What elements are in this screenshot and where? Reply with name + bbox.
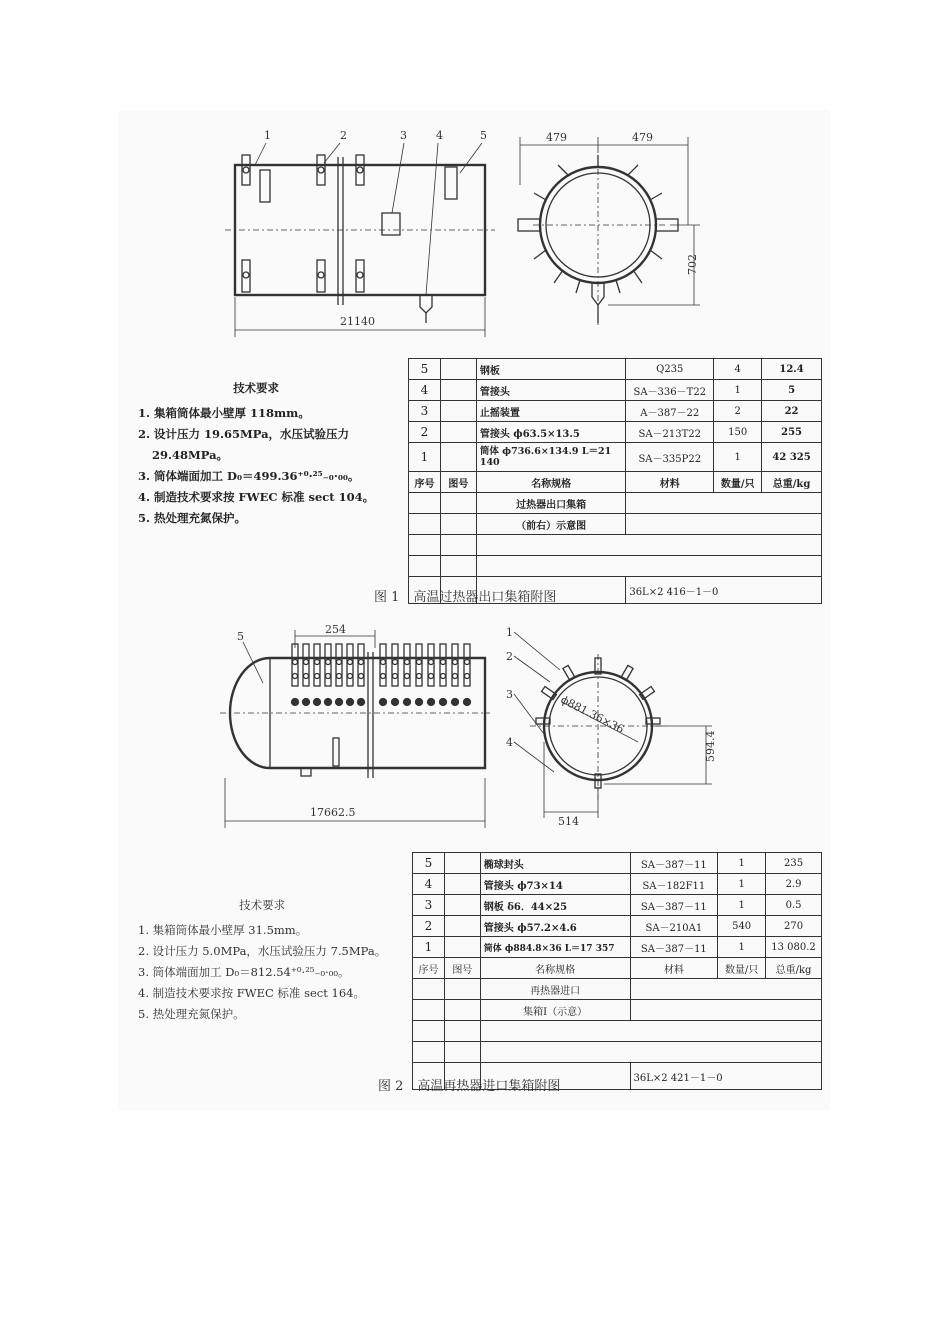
bom-cell: 1 bbox=[714, 443, 762, 472]
nozzle-hole bbox=[347, 699, 354, 706]
bom-cell: SA－335P22 bbox=[626, 443, 714, 472]
table-header-row bbox=[413, 958, 822, 979]
bom-cell: SA－182F11 bbox=[630, 874, 718, 895]
fig2-label-4: 4 bbox=[506, 736, 513, 749]
bom-title-line2: 集箱Ⅰ（示意） bbox=[480, 1000, 630, 1021]
bom-title-line1: 过热器出口集箱 bbox=[476, 493, 626, 514]
bom-drawing-number: 36L×2 416－1－0 bbox=[626, 577, 822, 604]
bom-cell: 42 325 bbox=[762, 443, 822, 472]
nozzle-bore bbox=[453, 660, 458, 665]
bom-header-cell: 材料 bbox=[630, 958, 718, 979]
table-row bbox=[409, 443, 822, 472]
fig2-req-4: 4. 制造技术要求按 FWEC 标准 sect 164。 bbox=[138, 986, 365, 1000]
bom-cell: 管接头 ϕ63.5×13.5 bbox=[476, 422, 626, 443]
nozzle-hole bbox=[464, 699, 471, 706]
fig2-bom-table bbox=[412, 852, 822, 1090]
fig1-dim-479-left: 479 bbox=[546, 131, 567, 144]
bom-cell: SA－387－11 bbox=[630, 895, 718, 916]
bom-cell: 2 bbox=[413, 916, 445, 937]
nozzle-hole bbox=[404, 699, 411, 706]
bom-header-cell: 名称规格 bbox=[476, 472, 626, 493]
fig2-label-3: 3 bbox=[506, 688, 513, 701]
bom-cell: 管接头 ϕ57.2×4.6 bbox=[480, 916, 630, 937]
bom-cell: 1 bbox=[718, 895, 766, 916]
table-row bbox=[413, 979, 822, 1000]
table-row bbox=[409, 401, 822, 422]
bom-title-line1: 再热器进口 bbox=[480, 979, 630, 1000]
bom-cell: 540 bbox=[718, 916, 766, 937]
bom-cell: 150 bbox=[714, 422, 762, 443]
fig1-dim-479-right: 479 bbox=[632, 131, 653, 144]
bom-cell: 12.4 bbox=[762, 359, 822, 380]
fig1-req-5: 5. 热处理充氮保护。 bbox=[138, 511, 247, 525]
bom-cell: 0.5 bbox=[766, 895, 822, 916]
fig2-dim-height: 594.4 bbox=[704, 730, 717, 762]
figure1-end-view bbox=[508, 125, 718, 335]
bom-cell: 3 bbox=[413, 895, 445, 916]
bom-header-cell: 总重/kg bbox=[766, 958, 822, 979]
nozzle-hole bbox=[416, 699, 423, 706]
nozzle-hole bbox=[292, 699, 299, 706]
nozzle-bore bbox=[393, 674, 398, 679]
nozzle-bore bbox=[348, 660, 353, 665]
bom-cell: 1 bbox=[409, 443, 441, 472]
bom-cell: SA－387－11 bbox=[630, 853, 718, 874]
nozzle-hole bbox=[452, 699, 459, 706]
fig1-label-3: 3 bbox=[400, 129, 407, 142]
bom-drawing-number: 36L×2 421－1－0 bbox=[630, 1063, 822, 1090]
fig2-caption bbox=[378, 1075, 560, 1094]
bom-cell: 1 bbox=[718, 853, 766, 874]
table-row bbox=[409, 380, 822, 401]
table-row bbox=[413, 1021, 822, 1042]
bom-cell: 5 bbox=[413, 853, 445, 874]
nozzle-bore bbox=[315, 660, 320, 665]
bom-title-line2: （前右）示意图 bbox=[476, 514, 626, 535]
bom-header-cell: 数量/只 bbox=[714, 472, 762, 493]
nozzle-bore bbox=[465, 674, 470, 679]
figure2-end-view bbox=[500, 622, 720, 832]
bom-cell: A－387－22 bbox=[626, 401, 714, 422]
bom-cell bbox=[440, 401, 476, 422]
bom-cell: 筒体 ϕ884.8×36 L＝17 357 bbox=[480, 937, 630, 958]
table-row bbox=[413, 1000, 822, 1021]
bom-cell bbox=[444, 916, 480, 937]
nozzle-bore bbox=[337, 674, 342, 679]
table-header-row bbox=[409, 472, 822, 493]
bom-cell bbox=[444, 937, 480, 958]
nozzle-bore bbox=[453, 674, 458, 679]
fig2-requirements-title: 技术要求 bbox=[239, 898, 286, 912]
fig2-dim-pitch: 254 bbox=[325, 623, 346, 636]
nozzle-bore bbox=[315, 674, 320, 679]
nozzle-bore bbox=[326, 674, 331, 679]
fig1-label-5: 5 bbox=[480, 129, 487, 142]
nozzle-hole bbox=[428, 699, 435, 706]
fig2-req-2: 2. 设计压力 5.0MPa，水压试验压力 7.5MPa。 bbox=[138, 944, 387, 958]
nozzle-bore bbox=[417, 660, 422, 665]
nozzle-hole bbox=[303, 699, 310, 706]
fig1-caption-number: 图 1 bbox=[374, 590, 400, 605]
nozzle-bore bbox=[304, 674, 309, 679]
bom-cell: 管接头 bbox=[476, 380, 626, 401]
figure1-side-view bbox=[220, 125, 500, 350]
nozzle-bore bbox=[359, 674, 364, 679]
bom-header-cell: 序号 bbox=[413, 958, 445, 979]
bom-cell: SA－387－11 bbox=[630, 937, 718, 958]
bom-cell: 钢板 bbox=[476, 359, 626, 380]
bom-cell bbox=[440, 422, 476, 443]
table-row bbox=[413, 1042, 822, 1063]
fig1-dim-length: 21140 bbox=[340, 315, 375, 328]
nozzle-bore bbox=[348, 674, 353, 679]
nozzle-bore bbox=[417, 674, 422, 679]
bom-cell: 1 bbox=[413, 937, 445, 958]
bom-cell: SA－210A1 bbox=[630, 916, 718, 937]
table-row bbox=[409, 556, 822, 577]
nozzle-bore bbox=[393, 660, 398, 665]
fig1-req-1: 1. 集箱筒体最小壁厚 118mm。 bbox=[138, 406, 310, 420]
bom-cell bbox=[444, 853, 480, 874]
fig1-req-4: 4. 制造技术要求按 FWEC 标准 sect 104。 bbox=[138, 490, 375, 504]
nozzle-bore bbox=[405, 674, 410, 679]
nozzle-bore bbox=[293, 674, 298, 679]
nozzle-bore bbox=[304, 660, 309, 665]
fig2-caption-text: 高温再热器进口集箱附图 bbox=[417, 1079, 561, 1094]
bom-cell: 2 bbox=[409, 422, 441, 443]
nozzle-bore bbox=[429, 660, 434, 665]
fig2-nozzle-array bbox=[292, 644, 471, 706]
table-row bbox=[409, 535, 822, 556]
fig2-dim-diameter: ϕ881.36×36 bbox=[558, 693, 627, 737]
nozzle-bore bbox=[441, 660, 446, 665]
nozzle-bore bbox=[429, 674, 434, 679]
bom-header-cell: 序号 bbox=[409, 472, 441, 493]
bom-cell bbox=[444, 874, 480, 895]
bom-cell: 1 bbox=[718, 937, 766, 958]
table-row bbox=[409, 359, 822, 380]
bom-cell bbox=[440, 380, 476, 401]
bom-cell: 筒体 ϕ736.6×134.9 L＝21 140 bbox=[476, 443, 626, 472]
bom-header-cell: 总重/kg bbox=[762, 472, 822, 493]
nozzle-hole bbox=[380, 699, 387, 706]
bom-cell: 5 bbox=[409, 359, 441, 380]
nozzle-hole bbox=[358, 699, 365, 706]
fig2-label-2: 2 bbox=[506, 650, 513, 663]
fig2-label-1: 1 bbox=[506, 626, 513, 639]
table-row bbox=[409, 422, 822, 443]
fig2-dim-width: 514 bbox=[558, 815, 579, 828]
bom-cell: 4 bbox=[413, 874, 445, 895]
figure2-side-view bbox=[215, 618, 495, 830]
bom-cell: 13 080.2 bbox=[766, 937, 822, 958]
table-row bbox=[413, 874, 822, 895]
nozzle-hole bbox=[440, 699, 447, 706]
fig1-bom-table bbox=[408, 358, 822, 604]
table-row bbox=[413, 916, 822, 937]
bom-header-cell: 材料 bbox=[626, 472, 714, 493]
bom-cell: 4 bbox=[714, 359, 762, 380]
fig1-caption-text: 高温过热器出口集箱附图 bbox=[413, 590, 557, 605]
bom-cell bbox=[440, 443, 476, 472]
fig1-dim-height: 702 bbox=[686, 254, 699, 275]
bom-header-cell: 数量/只 bbox=[718, 958, 766, 979]
bom-cell: 5 bbox=[762, 380, 822, 401]
fig2-req-3: 3. 筒体端面加工 D₀＝812.54⁺⁰·²⁵₋₀·₀₀。 bbox=[138, 965, 350, 979]
nozzle-bore bbox=[359, 660, 364, 665]
bom-cell bbox=[444, 895, 480, 916]
fig1-label-4: 4 bbox=[436, 129, 443, 142]
nozzle-bore bbox=[381, 660, 386, 665]
bom-cell: Q235 bbox=[626, 359, 714, 380]
table-row bbox=[413, 853, 822, 874]
fig2-req-5: 5. 热处理充氮保护。 bbox=[138, 1007, 245, 1021]
nozzle-bore bbox=[465, 660, 470, 665]
fig1-requirements-title: 技术要求 bbox=[233, 381, 280, 395]
nozzle-hole bbox=[314, 699, 321, 706]
nozzle-bore bbox=[293, 660, 298, 665]
bom-cell: 止摇装置 bbox=[476, 401, 626, 422]
fig2-caption-number: 图 2 bbox=[378, 1079, 404, 1094]
table-row bbox=[413, 895, 822, 916]
bom-header-cell: 图号 bbox=[440, 472, 476, 493]
bom-cell: 22 bbox=[762, 401, 822, 422]
fig1-caption bbox=[374, 586, 556, 605]
fig2-label-5: 5 bbox=[237, 630, 244, 643]
bom-cell: SA－336－T22 bbox=[626, 380, 714, 401]
fig1-bottom-nozzles bbox=[242, 260, 364, 292]
bom-header-cell: 图号 bbox=[444, 958, 480, 979]
nozzle-bore bbox=[326, 660, 331, 665]
bom-cell: 270 bbox=[766, 916, 822, 937]
fig1-req-2: 2. 设计压力 19.65MPa，水压试验压力 bbox=[138, 427, 350, 441]
table-row bbox=[409, 514, 822, 535]
nozzle-bore bbox=[405, 660, 410, 665]
bom-cell: 2.9 bbox=[766, 874, 822, 895]
fig2-req-1: 1. 集箱筒体最小壁厚 31.5mm。 bbox=[138, 923, 308, 937]
nozzle-hole bbox=[336, 699, 343, 706]
bom-cell: 2 bbox=[714, 401, 762, 422]
nozzle-hole bbox=[325, 699, 332, 706]
fig1-label-2: 2 bbox=[340, 129, 347, 142]
bom-cell: 1 bbox=[714, 380, 762, 401]
bom-cell: SA－213T22 bbox=[626, 422, 714, 443]
nozzle-hole bbox=[392, 699, 399, 706]
table-row bbox=[413, 937, 822, 958]
nozzle-bore bbox=[381, 674, 386, 679]
bom-cell bbox=[440, 359, 476, 380]
nozzle-bore bbox=[441, 674, 446, 679]
bom-cell: 管接头 ϕ73×14 bbox=[480, 874, 630, 895]
bom-cell: 3 bbox=[409, 401, 441, 422]
bom-cell: 255 bbox=[762, 422, 822, 443]
nozzle-bore bbox=[337, 660, 342, 665]
fig1-req-3: 3. 筒体端面加工 D₀＝499.36⁺⁰·²⁵₋₀·₀₀。 bbox=[138, 469, 360, 483]
fig1-label-1: 1 bbox=[264, 129, 271, 142]
fig1-requirements bbox=[138, 378, 374, 529]
fig1-req-2b: 29.48MPa。 bbox=[152, 448, 229, 462]
bom-cell: 钢板 δ6．44×25 bbox=[480, 895, 630, 916]
bom-cell: 1 bbox=[718, 874, 766, 895]
fig2-requirements bbox=[138, 895, 386, 1025]
bom-cell: 椭球封头 bbox=[480, 853, 630, 874]
fig2-dim-length: 17662.5 bbox=[310, 806, 356, 819]
bom-cell: 4 bbox=[409, 380, 441, 401]
bom-cell: 235 bbox=[766, 853, 822, 874]
table-row bbox=[409, 493, 822, 514]
bom-header-cell: 名称规格 bbox=[480, 958, 630, 979]
